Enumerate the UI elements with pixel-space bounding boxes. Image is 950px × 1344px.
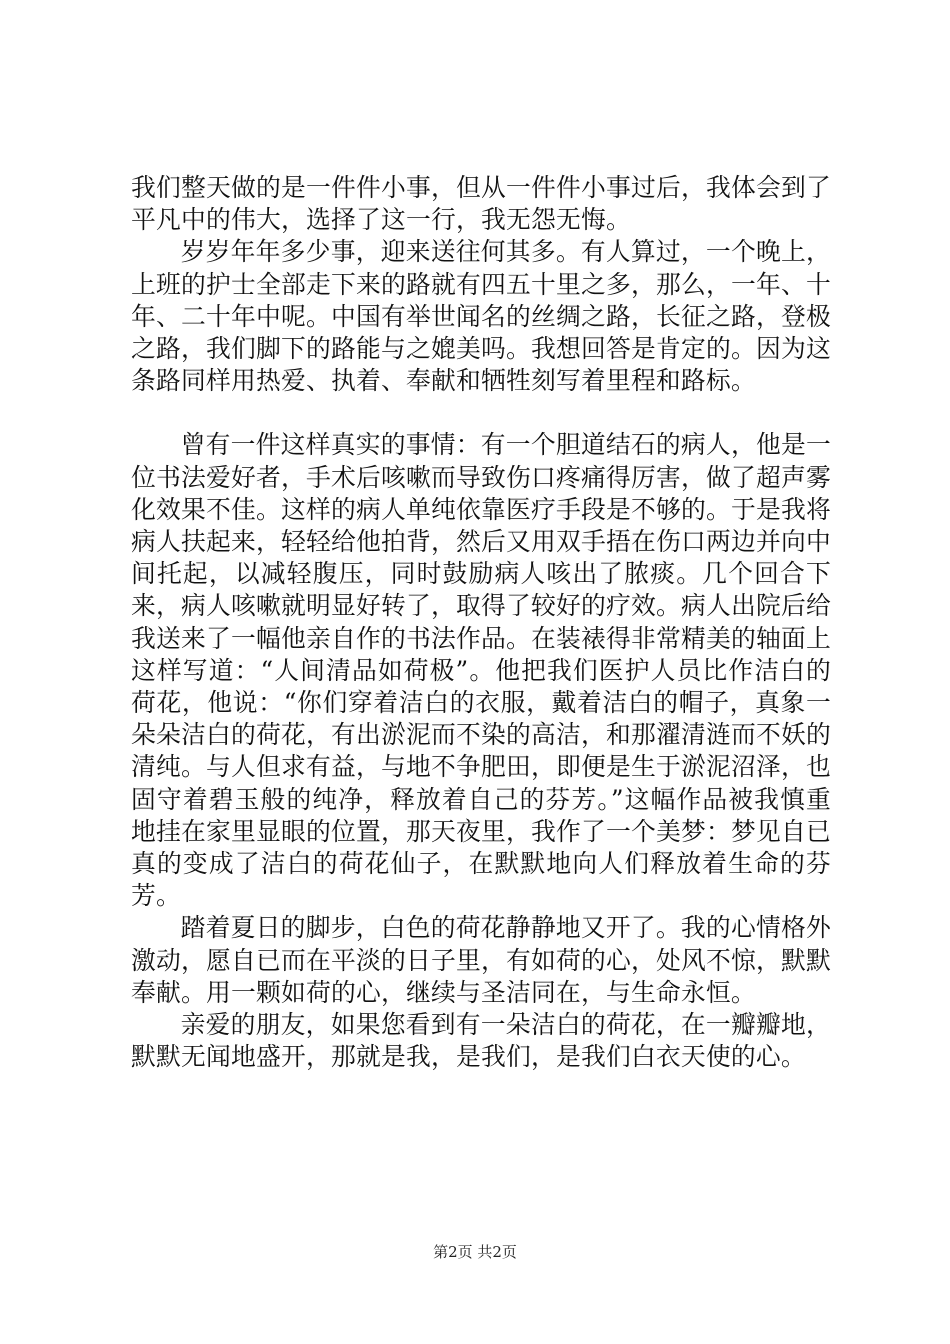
paragraph-3: 曾有一件这样真实的事情：有一个胆道结石的病人，他是一位书法爱好者，手术后咳嗽而导致伤口疼痛得厉害，做了超声雾化效果不佳。这样的病人单纯依靠医疗手段是不够的。于是我将病人扶起来，轻轻给他拍背，然后又用双手捂在伤口两边并向中间托起，以减轻腹压，同时鼓励病人咳出了脓痰。几个回合下来，病人咳嗽就明显好转了，取得了较好的疗效。病人出院后给我送来了一幅他亲自作的书法作品。在装裱得非常精美的轴面上这样写道：“人间清品如荷极”。他把我们医护人员比作洁白的荷花，他说：“你们穿着洁白的衣服，戴着洁白的帽子，真象一朵朵洁白的荷花，有出淤泥而不染的高洁，和那濯清涟而不妖的清纯。与人但求有益，与地不争肥田，即便是生于淤泥沼泽，也固守着碧玉般的纯净，释放着自己的芬芳。”这幅作品被我慎重地挂在家里显眼的位置，那天夜里，我作了一个美梦：梦见自已真的变成了洁白的荷花仙子，在默默地向人们释放着生命的芬芳。 <box>131 430 831 911</box>
page-footer: 第2页 共2页 <box>433 1243 517 1261</box>
paragraph-5: 亲爱的朋友，如果您看到有一朵洁白的荷花，在一瓣瓣地，默默无闻地盛开，那就是我，是我们，是我们白衣天使的心。 <box>131 1010 831 1072</box>
document-body <box>131 172 831 1073</box>
paragraph-4: 踏着夏日的脚步，白色的荷花静静地又开了。我的心情格外激动，愿自已而在平淡的日子里，有如荷的心，处风不惊，默默奉献。用一颗如荷的心，继续与圣洁同在，与生命永恒。 <box>131 913 831 1007</box>
paragraph-1: 我们整天做的是一件件小事，但从一件件小事过后，我体会到了平凡中的伟大，选择了这一行，我无怨无悔。 <box>131 173 831 235</box>
paragraph-2: 岁岁年年多少事，迎来送往何其多。有人算过，一个晚上，上班的护士全部走下来的路就有四五十里之多，那么，一年、十年、二十年中呢。中国有举世闻名的丝绸之路，长征之路，登极之路，我们脚下的路能与之媲美吗。我想回答是肯定的。因为这条路同样用热爱、执着、奉献和牺牲刻写着里程和路标。 <box>131 237 831 396</box>
